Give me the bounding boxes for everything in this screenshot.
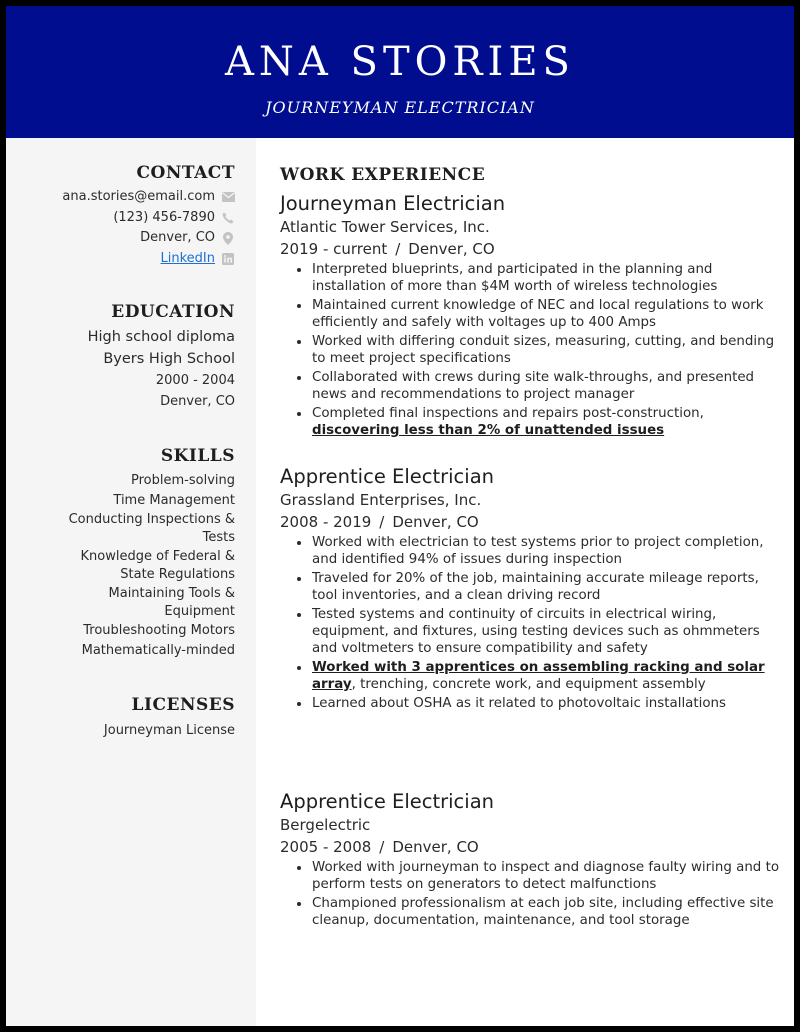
skill-item: Mathematically-minded	[81, 642, 235, 658]
linkedin-link[interactable]: LinkedIn	[160, 250, 215, 266]
contact-email	[6, 187, 235, 208]
date-separator: /	[395, 240, 401, 258]
map-pin-icon	[221, 231, 235, 245]
job-dates: 2005 - 2008	[280, 838, 372, 856]
job-dates-location	[280, 836, 780, 858]
job-entry	[280, 790, 780, 931]
education-years: 2000 - 2004	[155, 373, 235, 388]
candidate-title: JOURNEYMAN ELECTRICIAN	[265, 98, 535, 117]
bullet-highlight: discovering less than 2% of unattended issues	[312, 423, 665, 438]
job-location: Denver, CO	[408, 240, 495, 258]
job-bullet: Traveled for 20% of the job, maintaining accurate mileage reports, tool inventories, and a clean driving record	[280, 570, 780, 604]
job-title: Journeyman Electrician	[280, 192, 506, 215]
location-text: Denver, CO	[140, 230, 215, 246]
education-degree: High school diploma	[87, 329, 235, 345]
date-separator: /	[379, 838, 385, 856]
job-company: Grassland Enterprises, Inc.	[280, 491, 482, 509]
job-bullet: Tested systems and continuity of circuits in electrical wiring, equipment, and fixtures, using testing devices such as ohmmeters and voltmeters to ensure compatibility and safety	[280, 606, 780, 657]
job-bullet	[280, 405, 780, 439]
resume-header	[6, 6, 794, 138]
job-dates: 2019 - current	[280, 240, 388, 258]
job-entry	[280, 192, 780, 441]
job-dates-location	[280, 511, 780, 533]
contact-heading: CONTACT	[136, 163, 235, 183]
work-experience-heading: WORK EXPERIENCE	[280, 165, 486, 185]
resume-page	[6, 6, 794, 1026]
date-separator: /	[379, 513, 385, 531]
skills-section	[6, 446, 235, 661]
education-section	[6, 302, 235, 412]
skill-item: Troubleshooting Motors	[83, 623, 235, 638]
education-school: Byers High School	[103, 351, 235, 367]
skill-item: Time Management	[113, 492, 235, 508]
email-text: ana.stories@email.com	[62, 189, 215, 205]
contact-location	[6, 228, 235, 249]
linkedin-icon	[221, 252, 235, 266]
contact-section	[6, 163, 235, 269]
bullet-text: , trenching, concrete work, and equipment assembly	[351, 677, 706, 692]
job-location: Denver, CO	[392, 513, 479, 531]
job-bullet: Collaborated with crews during site walk-throughs, and presented news and recommendations to project manager	[280, 369, 780, 403]
licenses-heading: LICENSES	[131, 695, 235, 715]
skill-item: Knowledge of Federal & State Regulations	[80, 549, 235, 582]
bullet-text: Completed final inspections and repairs post-construction,	[312, 406, 704, 421]
job-bullet	[280, 659, 780, 693]
job-location: Denver, CO	[392, 838, 479, 856]
job-company: Atlantic Tower Services, Inc.	[280, 218, 490, 236]
skill-item: Problem-solving	[131, 473, 235, 488]
job-dates-location	[280, 238, 780, 260]
skill-item: Maintaining Tools & Equipment	[108, 586, 235, 619]
contact-phone	[6, 208, 235, 229]
education-location: Denver, CO	[160, 394, 235, 409]
skills-heading: SKILLS	[160, 446, 235, 466]
job-dates: 2008 - 2019	[280, 513, 372, 531]
job-title: Apprentice Electrician	[280, 465, 495, 488]
bullet-highlight: Worked with 3 apprentices on assembling racking and solar array	[312, 660, 765, 692]
licenses-section	[6, 695, 235, 741]
envelope-icon	[221, 190, 235, 204]
job-company: Bergelectric	[280, 816, 371, 834]
job-bullet: Championed professionalism at each job site, including effective site cleanup, documentation, maintenance, and tool storage	[280, 895, 780, 929]
license-item: Journeyman License	[103, 723, 235, 738]
phone-text: (123) 456-7890	[113, 209, 215, 225]
job-bullet: Worked with differing conduit sizes, measuring, cutting, and bending to meet project specifications	[280, 333, 780, 367]
sidebar	[6, 138, 256, 1026]
job-title: Apprentice Electrician	[280, 790, 495, 813]
job-bullet: Maintained current knowledge of NEC and local regulations to work efficiently and safely with voltages up to 400 Amps	[280, 297, 780, 331]
candidate-name: ANA STORIES	[225, 39, 575, 85]
job-bullet: Learned about OSHA as it related to photovoltaic installations	[280, 695, 780, 712]
skill-item: Conducting Inspections & Tests	[68, 512, 235, 545]
job-bullet: Worked with electrician to test systems prior to project completion, and identified 94% of issues during inspection	[280, 534, 780, 568]
contact-linkedin	[6, 249, 235, 270]
job-bullet: Worked with journeyman to inspect and diagnose faulty wiring and to perform tests on generators to detect malfunctions	[280, 859, 780, 893]
education-heading: EDUCATION	[111, 302, 235, 322]
job-entry	[280, 465, 780, 714]
job-bullet: Interpreted blueprints, and participated in the planning and installation of more than $4M worth of wireless technologies	[280, 261, 780, 295]
phone-icon	[221, 211, 235, 225]
